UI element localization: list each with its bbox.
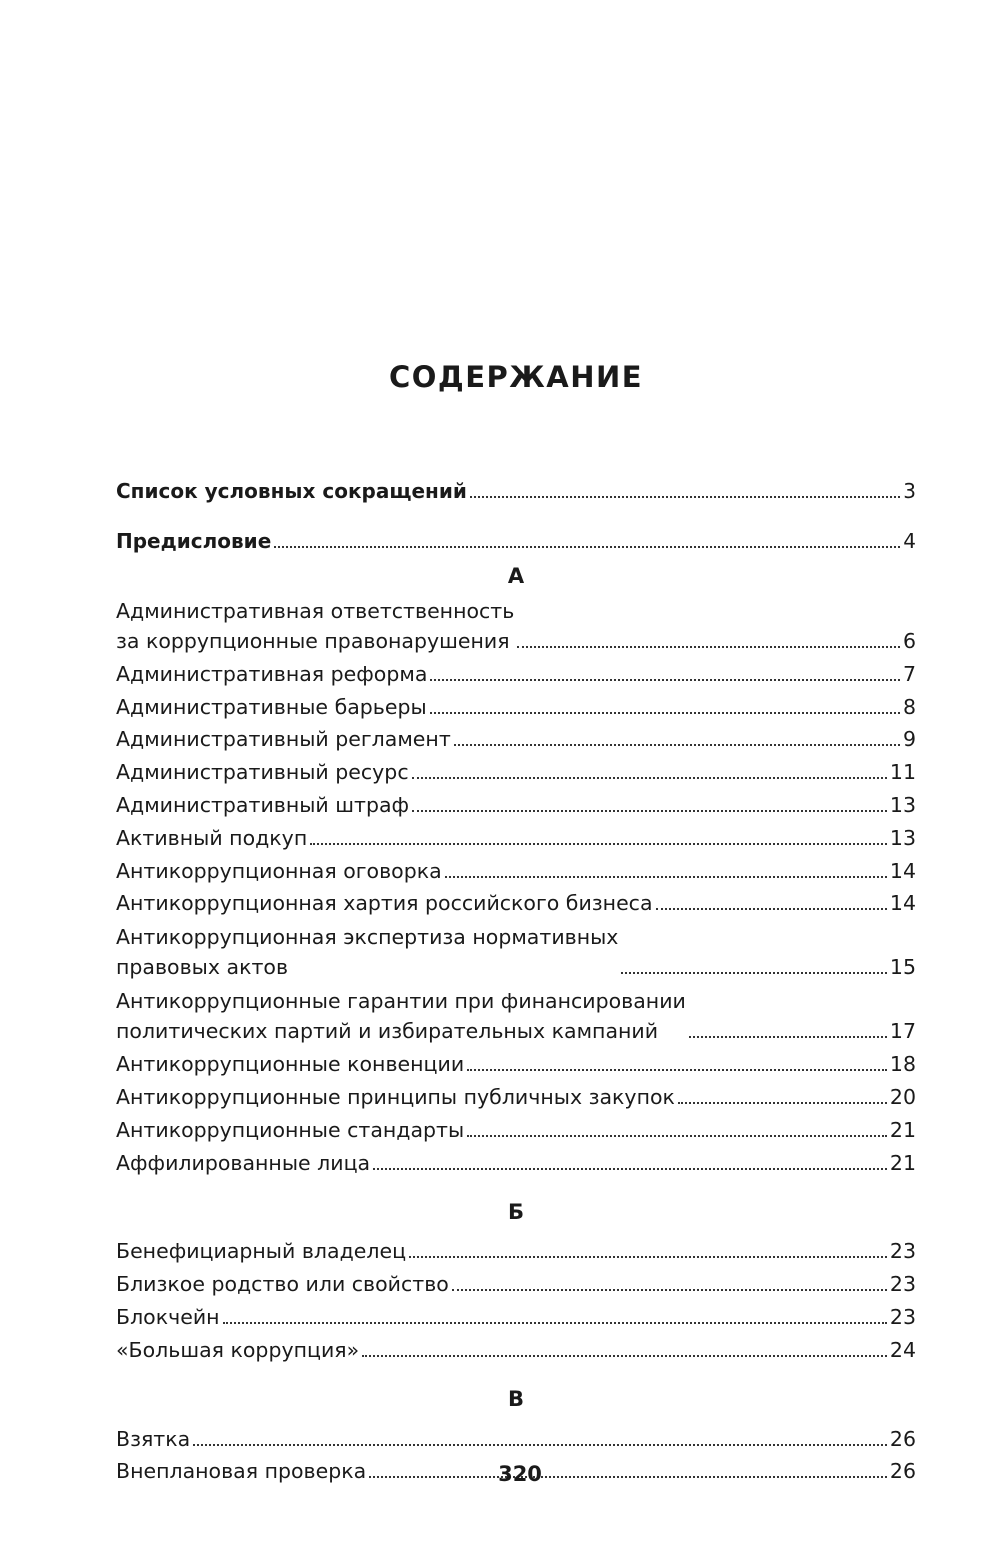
- toc-entry-page: 14: [889, 891, 916, 916]
- toc-entry[interactable]: [116, 1234, 916, 1267]
- toc-entry-page: 8: [902, 694, 916, 719]
- toc-entry[interactable]: [116, 1046, 916, 1079]
- toc-entry[interactable]: [116, 592, 916, 656]
- toc-entry-label: Антикоррупционные стандарты: [116, 1117, 465, 1142]
- dot-leader: [430, 679, 900, 681]
- toc-entry-page: 17: [889, 1019, 916, 1044]
- toc-entry-label: Антикоррупционные конвенции: [116, 1052, 465, 1077]
- toc-entry[interactable]: [116, 1299, 916, 1332]
- toc-entry-label: Административные барьеры: [116, 694, 427, 719]
- toc-entry[interactable]: [116, 1079, 916, 1112]
- toc-entry-label: Взятка: [116, 1426, 191, 1451]
- toc-entry-label: Административная реформа: [116, 661, 428, 686]
- toc-entry[interactable]: [116, 1266, 916, 1299]
- toc-entry-abbreviations[interactable]: [116, 456, 916, 506]
- toc-entry-label: Предисловие: [116, 529, 272, 553]
- toc-entry-preface[interactable]: [116, 506, 916, 556]
- dot-leader: [193, 1444, 887, 1446]
- toc-entry[interactable]: [116, 820, 916, 853]
- toc-entry-page: 7: [902, 661, 916, 686]
- toc-entry[interactable]: [116, 1112, 916, 1145]
- toc-entry-label: Антикоррупционная экспертиза нормативных правовых актов: [116, 925, 619, 980]
- toc-entry[interactable]: [116, 722, 916, 755]
- toc-entry-page: 26: [889, 1459, 916, 1484]
- toc-entry-page: 24: [889, 1337, 916, 1362]
- toc-entry-label: Аффилированные лица: [116, 1150, 371, 1175]
- toc-entry-label: Антикоррупционные гарантии при финансировании политических партий и избирательных кампаний: [116, 989, 686, 1044]
- toc-entry-label: Административная ответственность за коррупционные правонарушения: [116, 599, 515, 653]
- toc-entry-page: 15: [889, 955, 916, 980]
- toc-entry-page: 9: [902, 727, 916, 752]
- toc-entry-label: Активный подкуп: [116, 825, 308, 850]
- toc-entry-page: 14: [889, 858, 916, 883]
- toc-entry-page: 23: [889, 1304, 916, 1329]
- dot-leader: [373, 1168, 887, 1170]
- dot-leader: [470, 496, 900, 498]
- dot-leader: [621, 972, 886, 974]
- toc-entry[interactable]: [116, 886, 916, 919]
- page-title: СОДЕРЖАНИЕ: [388, 360, 644, 394]
- dot-leader: [467, 1135, 887, 1137]
- toc-entry[interactable]: [116, 787, 916, 820]
- toc-entry[interactable]: [116, 853, 916, 886]
- toc-entry[interactable]: [116, 1421, 916, 1454]
- toc-entry-page: 23: [889, 1272, 916, 1297]
- dot-leader: [430, 712, 900, 714]
- toc-entry-label: Антикоррупционная хартия российского бизнеса: [116, 891, 653, 916]
- dot-leader: [274, 546, 900, 548]
- toc-entry[interactable]: [116, 656, 916, 689]
- toc-entry-page: 4: [903, 529, 916, 553]
- toc-entry[interactable]: [116, 689, 916, 722]
- section-letter: В: [507, 1386, 524, 1411]
- dot-leader: [412, 810, 887, 812]
- section-letter: Б: [507, 1199, 524, 1224]
- toc-entry-page: 13: [889, 792, 916, 817]
- dot-leader: [678, 1102, 887, 1104]
- dot-leader: [412, 777, 887, 779]
- toc-entry[interactable]: [116, 1145, 916, 1178]
- dot-leader: [454, 744, 900, 746]
- toc-entry[interactable]: [116, 1332, 916, 1365]
- toc-entry-page: 13: [889, 825, 916, 850]
- toc-entry-label: Административный ресурс: [116, 760, 409, 785]
- dot-leader: [467, 1069, 887, 1071]
- toc-entry-label: Бенефициарный владелец: [116, 1239, 407, 1264]
- dot-leader: [362, 1355, 887, 1357]
- toc-entry-page: 11: [889, 760, 916, 785]
- toc-entry[interactable]: [116, 754, 916, 787]
- toc-entry-label: Административный регламент: [116, 727, 451, 752]
- toc-entry-label: Близкое родство или свойство: [116, 1272, 449, 1297]
- section-letter: А: [507, 564, 525, 588]
- toc-entry-page: 20: [889, 1084, 916, 1109]
- table-of-contents: [116, 456, 916, 1486]
- toc-entry-page: 26: [889, 1426, 916, 1451]
- dot-leader: [517, 646, 900, 648]
- toc-entry-page: 21: [889, 1117, 916, 1142]
- dot-leader: [689, 1036, 887, 1038]
- toc-entry-page: 23: [889, 1239, 916, 1264]
- toc-entry-label: Антикоррупционная оговорка: [116, 858, 442, 883]
- toc-sections: [116, 560, 916, 1486]
- toc-entry-label: Внеплановая проверка: [116, 1459, 367, 1484]
- toc-entry-page: 3: [903, 479, 916, 503]
- dot-leader: [409, 1256, 887, 1258]
- toc-entry[interactable]: [116, 918, 916, 982]
- toc-entry-label: Административный штраф: [116, 792, 410, 817]
- toc-entry-page: 6: [902, 629, 916, 653]
- toc-entry-label: «Большая коррупция»: [116, 1337, 360, 1362]
- dot-leader: [445, 876, 887, 878]
- toc-entry[interactable]: [116, 982, 916, 1046]
- dot-leader: [223, 1322, 887, 1324]
- dot-leader: [452, 1289, 887, 1291]
- dot-leader: [310, 843, 887, 845]
- page-number: 320: [498, 1462, 542, 1486]
- toc-entry-label: Блокчейн: [116, 1304, 220, 1329]
- dot-leader: [656, 908, 887, 910]
- toc-entry-page: 21: [889, 1150, 916, 1175]
- toc-entry-label: Антикоррупционные принципы публичных закупок: [116, 1084, 675, 1109]
- toc-entry-page: 18: [889, 1052, 916, 1077]
- toc-entry-label: Список условных сокращений: [116, 479, 467, 503]
